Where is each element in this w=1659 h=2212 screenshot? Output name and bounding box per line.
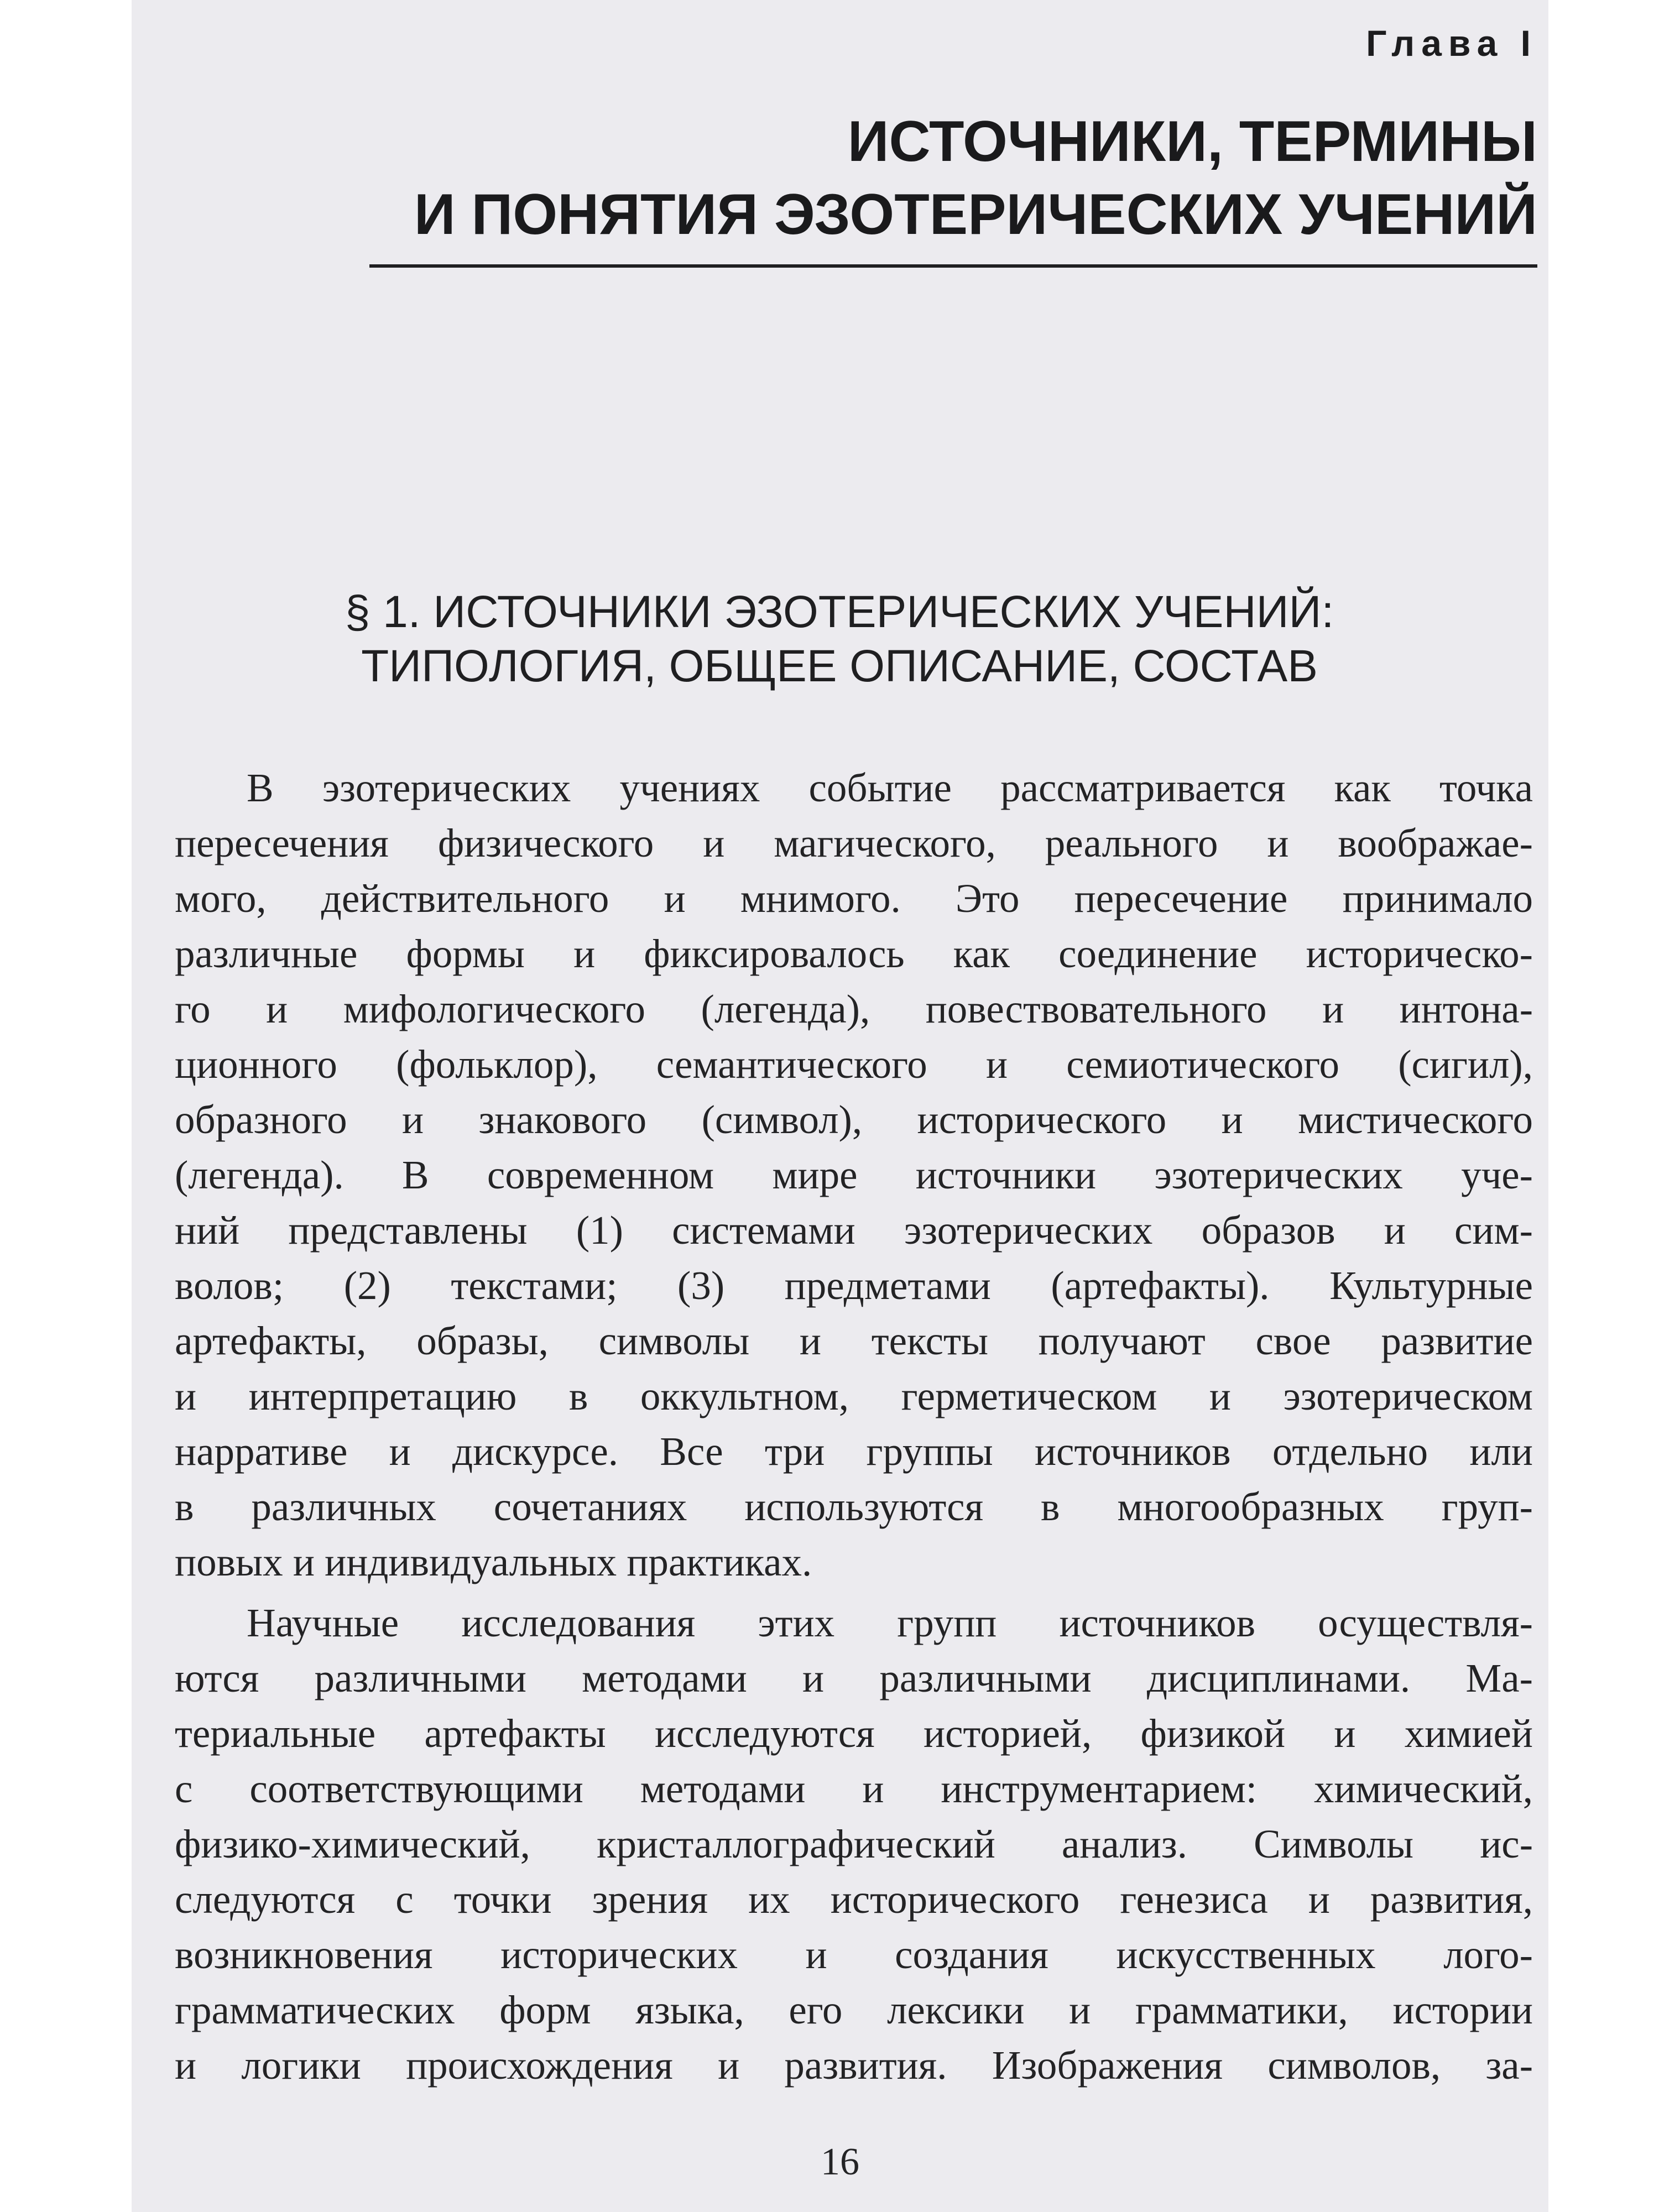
paragraph-line: в различных сочетаниях используются в многообразных груп- [175, 1484, 1533, 1529]
paragraph-line: повых и индивидуальных практиках. [175, 1540, 812, 1584]
paragraph-line: с соответствующими методами и инструментарием: химический, [175, 1766, 1533, 1811]
chapter-label: Глава I [1366, 23, 1537, 64]
paragraph-line: и логики происхождения и развития. Изображения символов, за- [175, 2043, 1533, 2088]
paragraph-line: физико-химический, кристаллографический анализ. Символы ис- [175, 1822, 1533, 1866]
section-title-line: § 1. ИСТОЧНИКИ ЭЗОТЕРИЧЕСКИХ УЧЕНИЙ: [345, 587, 1334, 637]
paragraph-line: ний представлены (1) системами эзотерических образов и сим- [175, 1208, 1533, 1253]
chapter-title-line: И ПОНЯТИЯ ЭЗОТЕРИЧЕСКИХ УЧЕНИЙ [414, 182, 1537, 247]
book-page [132, 0, 1548, 2212]
paragraph-line: ционного (фольклор), семантического и семиотического (сигил), [175, 1042, 1533, 1087]
paragraph-line: Научные исследования этих групп источников осуществля- [247, 1600, 1533, 1645]
chapter-title-divider [369, 264, 1537, 268]
paragraph-line: волов; (2) текстами; (3) предметами (артефакты). Культурные [175, 1263, 1533, 1308]
paragraph-line: (легенда). В современном мире источники эзотерических уче- [175, 1152, 1533, 1197]
paragraph-line: мого, действительного и мнимого. Это пересечение принимало [175, 876, 1533, 921]
chapter-title-line: ИСТОЧНИКИ, ТЕРМИНЫ [847, 109, 1537, 174]
paragraph-line: нарративе и дискурсе. Все три группы источников отдельно или [175, 1429, 1533, 1474]
paragraph-line: териальные артефакты исследуются историей, физикой и химией [175, 1711, 1533, 1756]
page-number: 16 [821, 2141, 859, 2183]
chapter-title [210, 105, 1537, 251]
paragraph-line: грамматических форм языка, его лексики и грамматики, истории [175, 1987, 1533, 2032]
paragraph-line: и интерпретацию в оккультном, герметическом и эзотерическом [175, 1374, 1533, 1418]
paragraph-line: го и мифологического (легенда), повествовательного и интона- [175, 987, 1533, 1031]
paragraph-line: возникновения исторических и создания искусственных лого- [175, 1932, 1533, 1977]
paragraph-line: пересечения физического и магического, реального и воображае- [175, 821, 1533, 865]
paragraph-line: ются различными методами и различными дисциплинами. Ма- [175, 1656, 1533, 1700]
section-title-line: ТИПОЛОГИЯ, ОБЩЕЕ ОПИСАНИЕ, СОСТАВ [361, 641, 1318, 691]
paragraph-line: образного и знакового (символ), исторического и мистического [175, 1097, 1533, 1142]
paragraph-line: артефакты, образы, символы и тексты получают свое развитие [175, 1318, 1533, 1363]
paragraph-line: В эзотерических учениях событие рассматривается как точка [247, 765, 1533, 810]
paragraph-line: различные формы и фиксировалось как соединение историческо- [175, 931, 1533, 976]
section-title [187, 585, 1492, 693]
paragraph-line: следуются с точки зрения их исторического генезиса и развития, [175, 1877, 1533, 1922]
